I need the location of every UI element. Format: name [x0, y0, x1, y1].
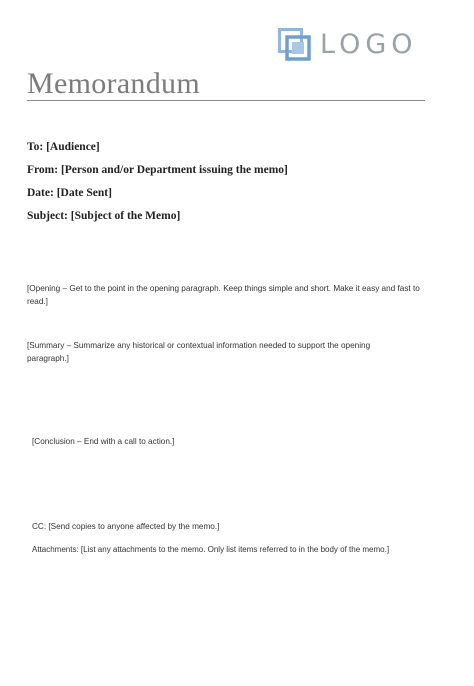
summary-paragraph: [Summary – Summarize any historical or contextual information needed to support the opening paragraph.] — [27, 341, 371, 363]
attachments-line: Attachments: [List any attachments to the memo. Only list items referred to in the body of the memo.] — [32, 545, 390, 554]
memo-title: Memorandum — [27, 67, 200, 100]
from-line: From: [Person and/or Department issuing the memo] — [27, 164, 288, 176]
to-line: To: [Audience] — [27, 141, 100, 153]
date-line: Date: [Date Sent] — [27, 187, 112, 199]
title-divider — [27, 100, 425, 101]
cc-line: CC: [Send copies to anyone affected by the memo.] — [32, 522, 220, 531]
overlapping-squares-logo-icon — [278, 28, 312, 62]
logo-text: LOGO — [320, 29, 418, 60]
subject-line: Subject: [Subject of the Memo] — [27, 210, 181, 222]
conclusion-paragraph: [Conclusion – End with a call to action.] — [32, 437, 175, 446]
logo — [278, 28, 418, 62]
opening-paragraph: [Opening – Get to the point in the opening paragraph. Keep things simple and short. Make it easy and fast to read.] — [27, 284, 420, 306]
